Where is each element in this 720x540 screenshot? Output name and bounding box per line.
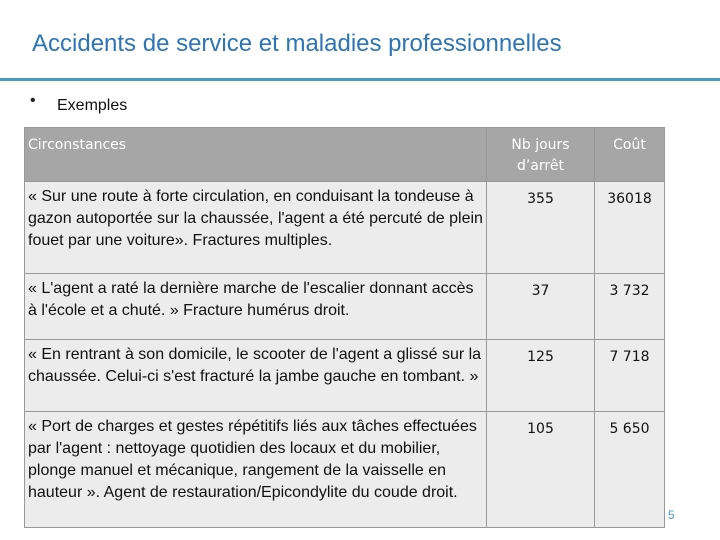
header-cost: Coût — [595, 128, 665, 182]
table-header-row — [25, 128, 665, 182]
row-days: 105 — [487, 412, 595, 528]
page-title: Accidents de service et maladies professionnelles — [32, 30, 562, 57]
header-circumstances: Circonstances — [25, 128, 487, 182]
bullet-icon: • — [30, 92, 36, 109]
row-days: 125 — [487, 340, 595, 412]
table-row — [25, 340, 665, 412]
row-cost: 5 650 — [595, 412, 665, 528]
accidents-table — [24, 127, 665, 528]
row-circumstances: « Port de charges et gestes répétitifs liés aux tâches effectuées par l'agent : nettoyage quotidien des locaux et du mobilier, plonge manuel et mécanique, rangement de la vaisselle en hauteur ». Agent de restauration/Epicondylite du coude droit. — [25, 412, 487, 528]
table-row — [25, 274, 665, 340]
row-days: 355 — [487, 182, 595, 274]
row-days: 37 — [487, 274, 595, 340]
bullet-text: Exemples — [57, 97, 128, 114]
title-divider — [0, 78, 720, 81]
row-cost: 7 718 — [595, 340, 665, 412]
row-circumstances: « En rentrant à son domicile, le scooter de l'agent a glissé sur la chaussée. Celui-ci s'est fracturé la jambe gauche en tombant. » — [25, 340, 487, 412]
row-circumstances: « Sur une route à forte circulation, en conduisant la tondeuse à gazon autoportée sur la chaussée, l'agent a été percuté de plein fouet par une voiture». Fractures multiples. — [25, 182, 487, 274]
page-number: 5 — [668, 508, 675, 522]
table-row — [25, 412, 665, 528]
header-days: Nb jours d’arrêt — [487, 128, 595, 182]
table-row — [25, 182, 665, 274]
row-cost: 3 732 — [595, 274, 665, 340]
row-cost: 36018 — [595, 182, 665, 274]
row-circumstances: « L'agent a raté la dernière marche de l'escalier donnant accès à l'école et a chuté. » Fracture humérus droit. — [25, 274, 487, 340]
